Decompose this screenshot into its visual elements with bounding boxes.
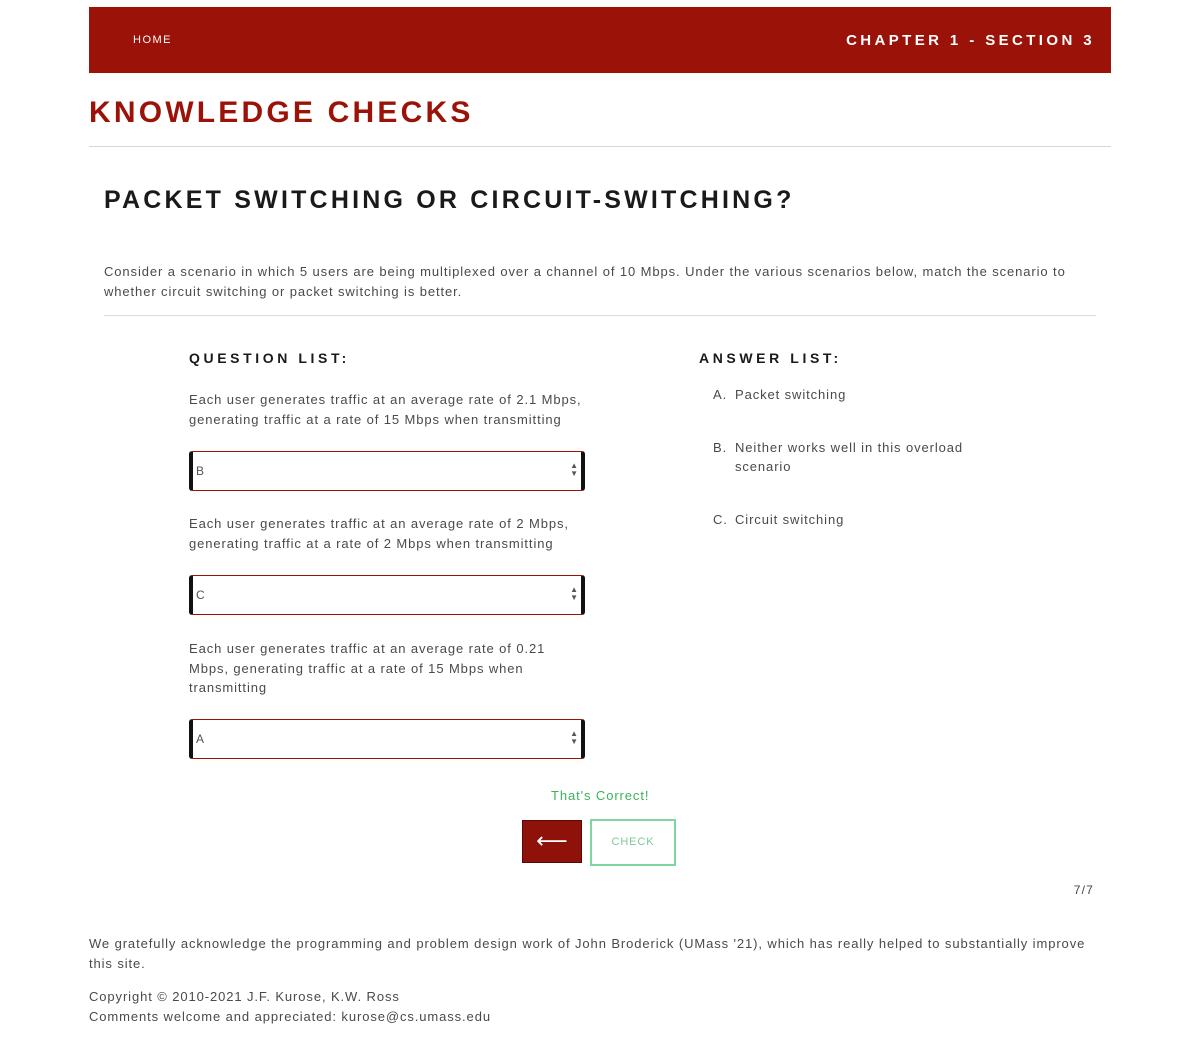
question-2-selected-value: C <box>196 588 205 602</box>
answer-letter: B. <box>713 439 728 455</box>
answer-list-header: ANSWER LIST: <box>699 350 842 366</box>
feedback-message: That's Correct! <box>551 788 650 803</box>
quiz-intro: Consider a scenario in which 5 users are being multiplexed over a channel of 10 Mbps. Under the various scenarios below, match the scenario to whether circuit switching or packet switching is better. <box>104 264 1066 299</box>
footer-copyright-block <box>89 987 491 1026</box>
left-arrow-icon: ⟵ <box>536 828 568 853</box>
answer-text: Neither works well in this overload scenario <box>735 439 964 474</box>
title-divider <box>89 146 1111 147</box>
answer-text: Circuit switching <box>735 511 845 527</box>
intro-divider <box>104 315 1096 316</box>
answer-item <box>713 385 1013 405</box>
answer-item <box>713 510 1013 530</box>
nav-chapter-section: CHAPTER 1 - SECTION 3 <box>846 32 1095 49</box>
nav-home-link[interactable]: HOME <box>133 34 172 46</box>
answer-text: Packet switching <box>735 387 847 402</box>
updown-arrows-icon: ▲ ▼ <box>570 461 578 478</box>
back-button[interactable] <box>522 820 582 863</box>
question-1-select[interactable] <box>189 451 585 491</box>
check-button[interactable]: CHECK <box>590 819 676 866</box>
updown-arrows-icon: ▲ ▼ <box>570 585 578 602</box>
question-2-text: Each user generates traffic at an average rate of 2 Mbps, generating traffic at a rate of 2 Mbps when transmitting <box>189 516 569 551</box>
progress-indicator: 7/7 <box>1073 883 1094 897</box>
question-list-header: QUESTION LIST: <box>189 350 350 366</box>
acknowledgement-text: We gratefully acknowledge the programming and problem design work of John Broderick (UMass '21), which has really helped to substantially improve this site. <box>89 936 1086 971</box>
updown-arrows-icon: ▲ ▼ <box>570 729 578 746</box>
question-3-text: Each user generates traffic at an average rate of 0.21 Mbps, generating traffic at a rate of 15 Mbps when transmitting <box>189 641 546 695</box>
page-title: KNOWLEDGE CHECKS <box>89 96 474 129</box>
question-3-selected-value: A <box>196 732 205 746</box>
question-1-selected-value: B <box>196 464 205 478</box>
question-2-select[interactable] <box>189 575 585 615</box>
answer-letter: C. <box>713 511 728 527</box>
question-1-text: Each user generates traffic at an average rate of 2.1 Mbps, generating traffic at a rate of 15 Mbps when transmitting <box>189 392 582 427</box>
answer-item <box>713 438 1013 477</box>
answer-letter: A. <box>713 387 728 402</box>
copyright-text: Copyright © 2010-2021 J.F. Kurose, K.W. Ross <box>89 989 400 1004</box>
top-navbar <box>89 7 1111 73</box>
question-3-select[interactable] <box>189 719 585 759</box>
answer-list <box>713 385 1013 562</box>
quiz-title: PACKET SWITCHING OR CIRCUIT-SWITCHING? <box>104 186 795 214</box>
comments-text: Comments welcome and appreciated: kurose@cs.umass.edu <box>89 1008 491 1024</box>
